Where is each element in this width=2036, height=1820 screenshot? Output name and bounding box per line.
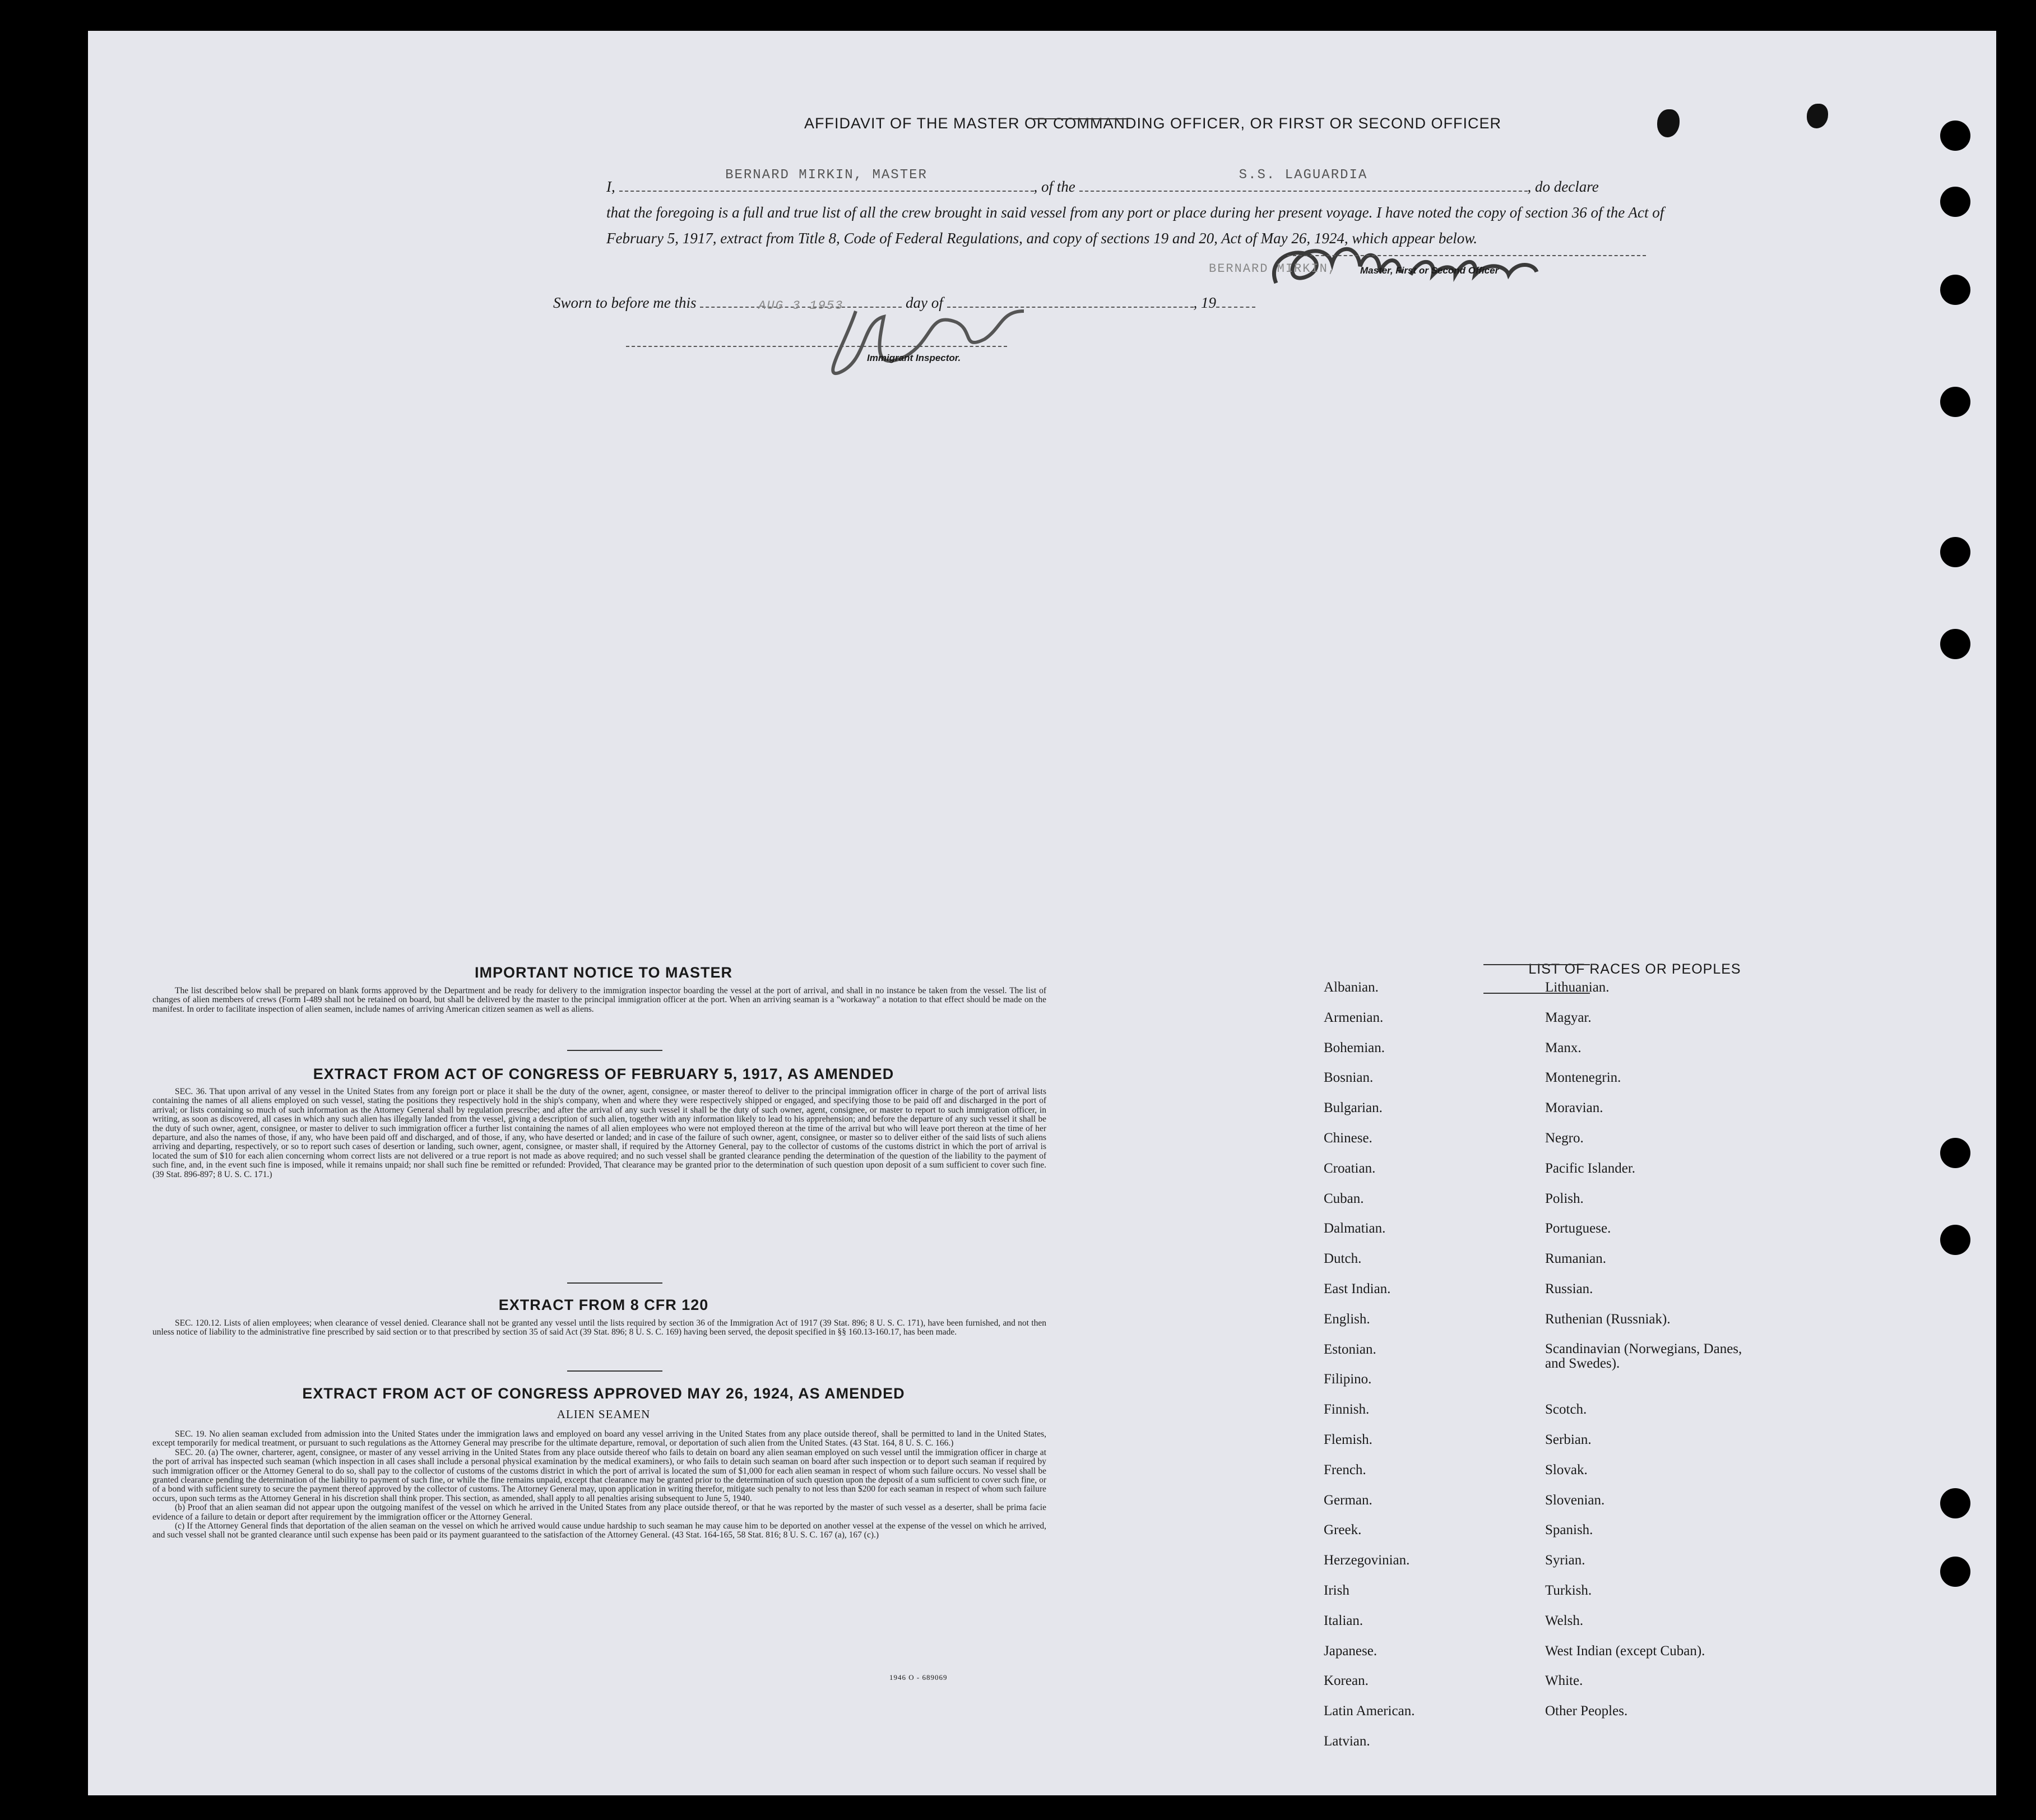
punch-hole <box>1940 121 1970 151</box>
race-item: Greek. <box>1324 1522 1362 1538</box>
punch-hole <box>1940 275 1970 305</box>
divider <box>1031 118 1126 119</box>
notice-text: The list described below shall be prepared on blank forms approved by the Department and be ready for delivery to the immigration inspector boarding the vessel at the port of arrival, and shall in no instance be taken from the vessel. The list of changes of alien members of crews (Form I-489 shall not be retained on board, but shall be delivered by the master to the principal immigration officer at the port. When an arriving seaman is a "workaway" a notation to that effect should be made on the manifest. In order to facilitate inspection of alien seamen, include names of arriving American citizen seamen as well as aliens. <box>152 986 1046 1014</box>
signature-line <box>1287 255 1646 256</box>
punch-hole <box>1940 1488 1970 1518</box>
master-name-field <box>619 168 1034 192</box>
affidavit-title: AFFIDAVIT OF THE MASTER OR COMMANDING OFFICER, OR FIRST OR SECOND OFFICER <box>804 115 1502 132</box>
extract-1924-subtitle: ALIEN SEAMEN <box>556 1407 651 1421</box>
race-item: Korean. <box>1324 1673 1369 1689</box>
declare-label: , do declare <box>1527 178 1599 195</box>
extract-8cfr-text: SEC. 120.12. Lists of alien employees; when clearance of vessel denied. Clearance shall not be granted any vessel until the lists required by section 36 of the Immigration Act of 1917 (39 Stat. 896; 8 U. S. C. 171), have been furnished, and not then unless notice of liability to the administrative fine prescribed by said section or to that prescribed by section 35 of said Act (39 Stat. 896; 8 U. S. C. 169) having been served, the deposit specified in §§ 160.13-160.17, has been made. <box>152 1318 1046 1337</box>
race-item: Portuguese. <box>1545 1221 1611 1237</box>
race-item: Latin American. <box>1324 1703 1415 1719</box>
extract-1917-block <box>152 1087 1046 1179</box>
extract-8cfr-title: EXTRACT FROM 8 CFR 120 <box>498 1296 709 1313</box>
race-item: Dutch. <box>1324 1251 1362 1267</box>
race-item: Chinese. <box>1324 1131 1372 1146</box>
signer-typed-name: BERNARD MIRKIN, <box>1209 262 1337 276</box>
race-item: French. <box>1324 1462 1366 1478</box>
year-label: , 19 <box>1193 294 1216 311</box>
master-name-value: BERNARD MIRKIN, MASTER <box>725 168 927 183</box>
race-item: Moravian. <box>1545 1100 1603 1116</box>
sec-20a-paragraph: SEC. 20. (a) The owner, charterer, agent, consignee, or master of any vessel arriving in the United States from any place outside thereof who fails to detain on board any alien seaman employed on such vessel until the immigration officer in charge at the port of arrival has inspected such seaman (which inspection in all cases shall include a personal physical examination by the medical examiners), or who fails to detain such seaman on board after such inspection or to deport such seaman if required by such immigration officer or the Attorney General to do so, shall pay to the collector of customs of the customs district in which the port of arrival is located the sum of $1,000 for each alien seaman in respect of whom such failure occurs. No vessel shall be granted clearance pending the determination of the liability to payment of such fine, or while the fine remains unpaid, except that clearance may be granted prior to the determination of such question upon the deposit of a sum sufficient to cover such fine, or of a bond with sufficient surety to secure the payment thereof approved by the collector of customs. The Attorney General may, upon application in writing therefor, mitigate such penalty to not less than $200 for each seaman in respect of whom such failure occurs, upon such terms as the Attorney General in his discretion shall think proper. This section, as amended, shall apply to all penalties arising subsequent to June 5, 1940. <box>152 1447 1046 1503</box>
race-item: Turkish. <box>1545 1583 1592 1598</box>
vessel-name-field <box>1079 168 1528 192</box>
sec-20b-paragraph: (b) Proof that an alien seaman did not appear upon the outgoing manifest of the vessel on which he arrived in the United States from any place outside thereof, or that he was reported by the master of such vessel as a deserter, shall be prima facie evidence of a failure to detain or deport after requirement by the immigration officer or the Attorney General. <box>152 1503 1046 1522</box>
sec-20c-paragraph: (c) If the Attorney General finds that deportation of the alien seaman on the vessel on which he arrived would cause undue hardship to such seaman he may cause him to be deported on another vessel at the expense of the vessel on which he arrived, and such vessel shall not be granted clearance until such expense has been paid or its payment guaranteed to the satisfaction of the Attorney General. (43 Stat. 164-165, 58 Stat. 816; 8 U. S. C. 167 (a), 167 (c).) <box>152 1521 1046 1540</box>
race-item: Herzegovinian. <box>1324 1553 1410 1568</box>
punch-hole <box>1940 537 1970 567</box>
i-label: I, <box>606 178 615 195</box>
race-item: Russian. <box>1545 1281 1593 1296</box>
race-item: Armenian. <box>1324 1009 1384 1025</box>
race-item: Bohemian. <box>1324 1040 1385 1055</box>
sworn-label: Sworn to before me this <box>553 294 697 311</box>
extract-8cfr-block <box>152 1319 1046 1337</box>
ink-blot <box>1657 109 1680 137</box>
race-item: Lithuanian. <box>1545 980 1610 995</box>
date-stamp: AUG 3 1953 <box>758 299 844 313</box>
punch-hole <box>1940 1138 1970 1168</box>
race-item: Polish. <box>1545 1191 1584 1206</box>
race-item: Dalmatian. <box>1324 1221 1386 1237</box>
race-item: Serbian. <box>1545 1432 1592 1447</box>
extract-1917-title: EXTRACT FROM ACT OF CONGRESS OF FEBRUARY 5, 1917, AS AMENDED <box>313 1066 894 1082</box>
race-item: Rumanian. <box>1545 1251 1607 1267</box>
race-item: Scotch. <box>1545 1402 1587 1418</box>
race-item: Japanese. <box>1324 1643 1378 1659</box>
notice-text-block <box>152 987 1046 1014</box>
race-item: White. <box>1545 1673 1583 1689</box>
races-title: LIST OF RACES OR PEOPLES <box>1528 961 1741 977</box>
race-item: Bulgarian. <box>1324 1100 1383 1116</box>
race-item: Negro. <box>1545 1131 1584 1146</box>
sworn-year-field <box>1216 307 1255 308</box>
race-item: Manx. <box>1545 1040 1582 1055</box>
punch-hole <box>1940 629 1970 659</box>
race-item: Pacific Islander. <box>1545 1160 1636 1176</box>
race-item: Welsh. <box>1545 1613 1584 1628</box>
vessel-name-value: S.S. LAGUARDIA <box>1239 168 1368 183</box>
divider <box>567 1282 662 1284</box>
of-the-label: , of the <box>1033 178 1075 195</box>
signer-role-label: Master, First or Second Officer <box>1360 265 1499 276</box>
print-code: 1946 O - 689069 <box>889 1673 948 1682</box>
race-item: English. <box>1324 1311 1370 1327</box>
race-item: Magyar. <box>1545 1009 1592 1025</box>
punch-hole <box>1940 1557 1970 1587</box>
race-item: Croatian. <box>1324 1160 1376 1176</box>
notice-title: IMPORTANT NOTICE TO MASTER <box>475 964 732 981</box>
race-item: West Indian (except Cuban). <box>1545 1643 1705 1659</box>
race-item: Ruthenian (Russniak). <box>1545 1311 1671 1327</box>
race-item: Bosnian. <box>1324 1070 1374 1086</box>
divider <box>567 1050 662 1051</box>
inspector-signature-line <box>626 346 1007 347</box>
ink-blot <box>1807 104 1828 128</box>
form-page <box>88 31 1996 1795</box>
divider <box>567 1370 662 1372</box>
race-item: Flemish. <box>1324 1432 1372 1447</box>
affidavit-statement: that the foregoing is a full and true list of all the crew brought in said vessel from any port or place during her present voyage. I have noted the copy of section 36 of the Act of February 5, 1917, extract from Title 8, Code of Federal Regulations, and copy of sections 19 and 20, Act of May 26, 1924, which appear below. <box>606 204 1664 247</box>
race-item: Slovak. <box>1545 1462 1588 1478</box>
punch-hole <box>1940 187 1970 217</box>
race-item: Scandinavian (Norwegians, Danes, and Swedes). <box>1545 1341 1742 1371</box>
race-item: Cuban. <box>1324 1191 1364 1206</box>
race-item: East Indian. <box>1324 1281 1391 1296</box>
day-of-label: day of <box>906 294 943 311</box>
punch-hole <box>1940 387 1970 417</box>
race-item: Montenegrin. <box>1545 1070 1621 1086</box>
race-item: Spanish. <box>1545 1522 1593 1538</box>
sec-19-paragraph: SEC. 19. No alien seaman excluded from admission into the United States under the immigration laws and employed on board any vessel arriving in the United States from any place outside thereof, shall be permitted to land in the United States, except temporarily for medical treatment, or pursuant to such regulations as the Attorney General may prescribe for the ultimate departure, removal, or deportation of such alien from the United States. (43 Stat. 164, 8 U. S. C. 166.) <box>152 1429 1046 1448</box>
race-item: Italian. <box>1324 1613 1363 1628</box>
race-item: Irish <box>1324 1583 1349 1598</box>
punch-hole <box>1940 1225 1970 1255</box>
inspector-signature <box>789 277 1058 406</box>
race-item: Filipino. <box>1324 1372 1372 1387</box>
inspector-label: Immigrant Inspector. <box>867 353 961 363</box>
race-item: Other Peoples. <box>1545 1703 1628 1719</box>
race-item: Albanian. <box>1324 980 1379 995</box>
extract-1924-block <box>152 1430 1046 1540</box>
race-item: Finnish. <box>1324 1402 1370 1418</box>
extract-1924-title: EXTRACT FROM ACT OF CONGRESS APPROVED MAY 26, 1924, AS AMENDED <box>302 1385 905 1402</box>
race-item: Syrian. <box>1545 1553 1585 1568</box>
extract-1917-text: SEC. 36. That upon arrival of any vessel in the United States from any foreign port or place it shall be the duty of the owner, agent, consignee, or master thereof to deliver to the principal immigration officer in charge of the port of arrival lists containing the names of all aliens employed on such vessel, stating the positions they respectively hold in the ship's company, when and where they were respectively shipped or engaged, and specifying those to be paid off and discharged in the port of arrival; or lists containing so much of such information as the Attorney General shall by regulation prescribe; and after the arrival of any such vessel it shall be the duty of such owner, agent, consignee, or master to report to such immigration officer, in writing, as soon as discovered, all cases in which any such alien has illegally landed from the vessel, giving a description of such alien, together with any information likely to lead to his apprehension; and before the departure of any such vessel it shall be the duty of such owner, agent, consignee, or master to deliver to such immigration officer a further list containing the names of all alien employees who were not employed thereon at the time of the arrival but who will leave port thereon at the time of her departure, and also the names of those, if any, who have been paid off and discharged, and of those, if any, who have deserted or landed; and in case of the failure of such owner, agent, consignee, or master so to deliver either of the said lists of such aliens arriving and departing, respectively, or so to report such cases of desertion or landing, such owner, agent, consignee, or master shall, if required by the Attorney General, pay to the collector of customs of the customs district in which the port of arrival is located the sum of $10 for each alien concerning whom correct lists are not delivered or a true report is not made as above required; and no such vessel shall be granted clearance pending the determination of the question of the liability to the payment of such fine, and, in the event such fine is imposed, while it remains unpaid; nor shall such fine be remitted or refunded: Provided, That clearance may be granted prior to the determination of such question upon deposit of a sum sufficient to cover such fine. (39 Stat. 896-897; 8 U. S. C. 171.) <box>152 1087 1046 1179</box>
race-item: Slovenian. <box>1545 1492 1605 1508</box>
master-signature <box>1254 221 1590 300</box>
divider <box>1483 964 1590 965</box>
race-item: German. <box>1324 1492 1372 1508</box>
race-item: Latvian. <box>1324 1734 1370 1749</box>
race-item: Estonian. <box>1324 1341 1376 1357</box>
